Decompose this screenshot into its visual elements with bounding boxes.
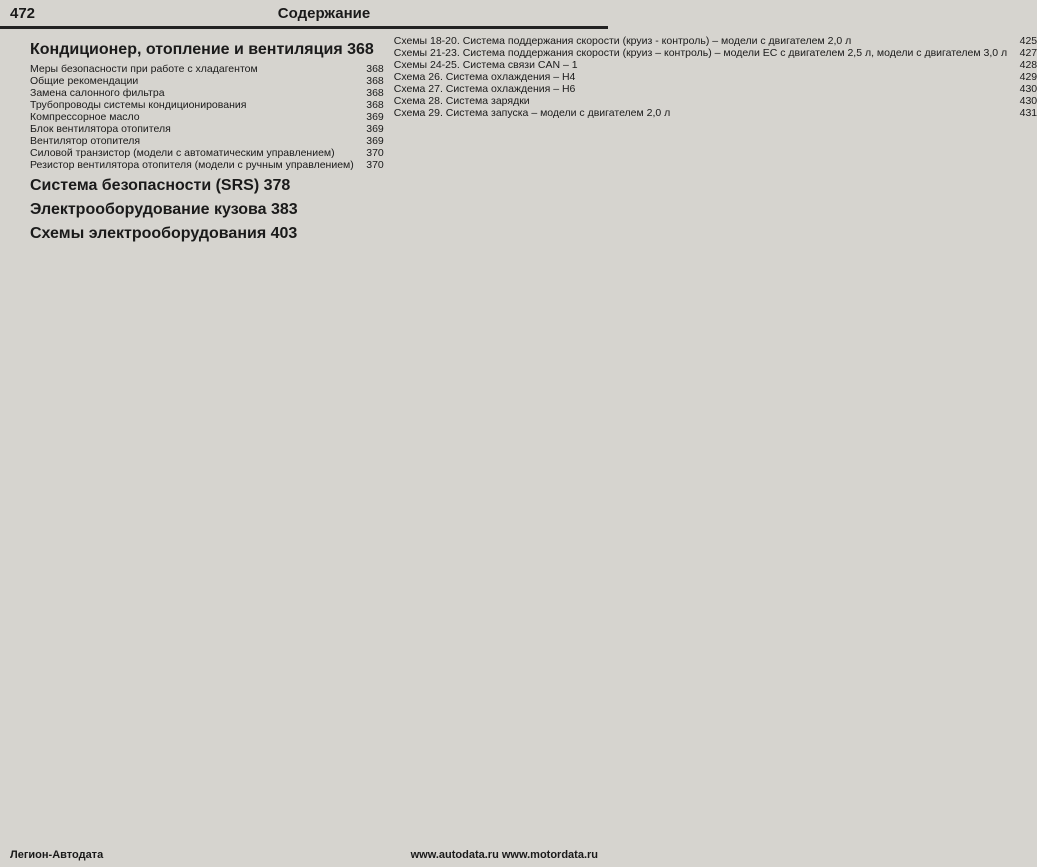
page-number: 472 <box>10 4 36 22</box>
toc-entry: Резистор вентилятора отопителя (модели с ручным управлением) 370 <box>30 159 384 171</box>
right-column <box>394 35 1037 247</box>
toc-entry: Схема 29. Система запуска – модели с двигателем 2,0 л 431 <box>393 107 1037 119</box>
toc-entry: Компрессорное масло 369 <box>30 111 384 123</box>
toc-entry: Схема 26. Система охлаждения – Н4 429 <box>393 71 1037 83</box>
section-title: Кондиционер, отопление и вентиляция 368 <box>30 41 374 58</box>
toc-entry: Меры безопасности при работе с хладагентом 368 <box>30 63 384 75</box>
toc-entry: Схема 27. Система охлаждения – Н6 430 <box>393 83 1037 95</box>
toc-entry: Трубопроводы системы кондиционирования 368 <box>30 99 384 111</box>
toc-entry: Блок вентилятора отопителя 369 <box>30 123 384 135</box>
toc-entry: Вентилятор отопителя 369 <box>30 135 384 147</box>
section-title: Схемы электрооборудования 403 <box>30 225 298 242</box>
toc-entry: Схема 28. Система зарядки 430 <box>393 95 1037 107</box>
websites: www.autodata.ru www.motordata.ru <box>410 849 598 861</box>
toc-entry: Схемы 21-23. Система поддержания скорости (круиз – контроль) – модели ЕС с двигателем 2,5 л, модели с двигателем 3,0 л 427 <box>393 47 1037 59</box>
page-header <box>0 0 608 29</box>
toc-entry: Замена салонного фильтра 368 <box>30 87 384 99</box>
footer <box>10 849 598 861</box>
section-title: Система безопасности (SRS) 378 <box>30 177 291 194</box>
toc-entry: Силовой транзистор (модели с автоматическим управлением) 370 <box>30 147 384 159</box>
toc-entry: Схемы 18-20. Система поддержания скорости (круиз - контроль) – модели с двигателем 2,0 л 425 <box>393 35 1037 47</box>
publisher: Легион-Автодата <box>10 849 104 861</box>
section-title: Электрооборудование кузова 383 <box>30 201 298 218</box>
toc-entry: Общие рекомендации 368 <box>30 75 384 87</box>
page-title: Содержание <box>277 4 371 22</box>
left-column <box>30 35 384 247</box>
toc-entry: Схемы 24-25. Система связи CAN – 1 428 <box>393 59 1037 71</box>
